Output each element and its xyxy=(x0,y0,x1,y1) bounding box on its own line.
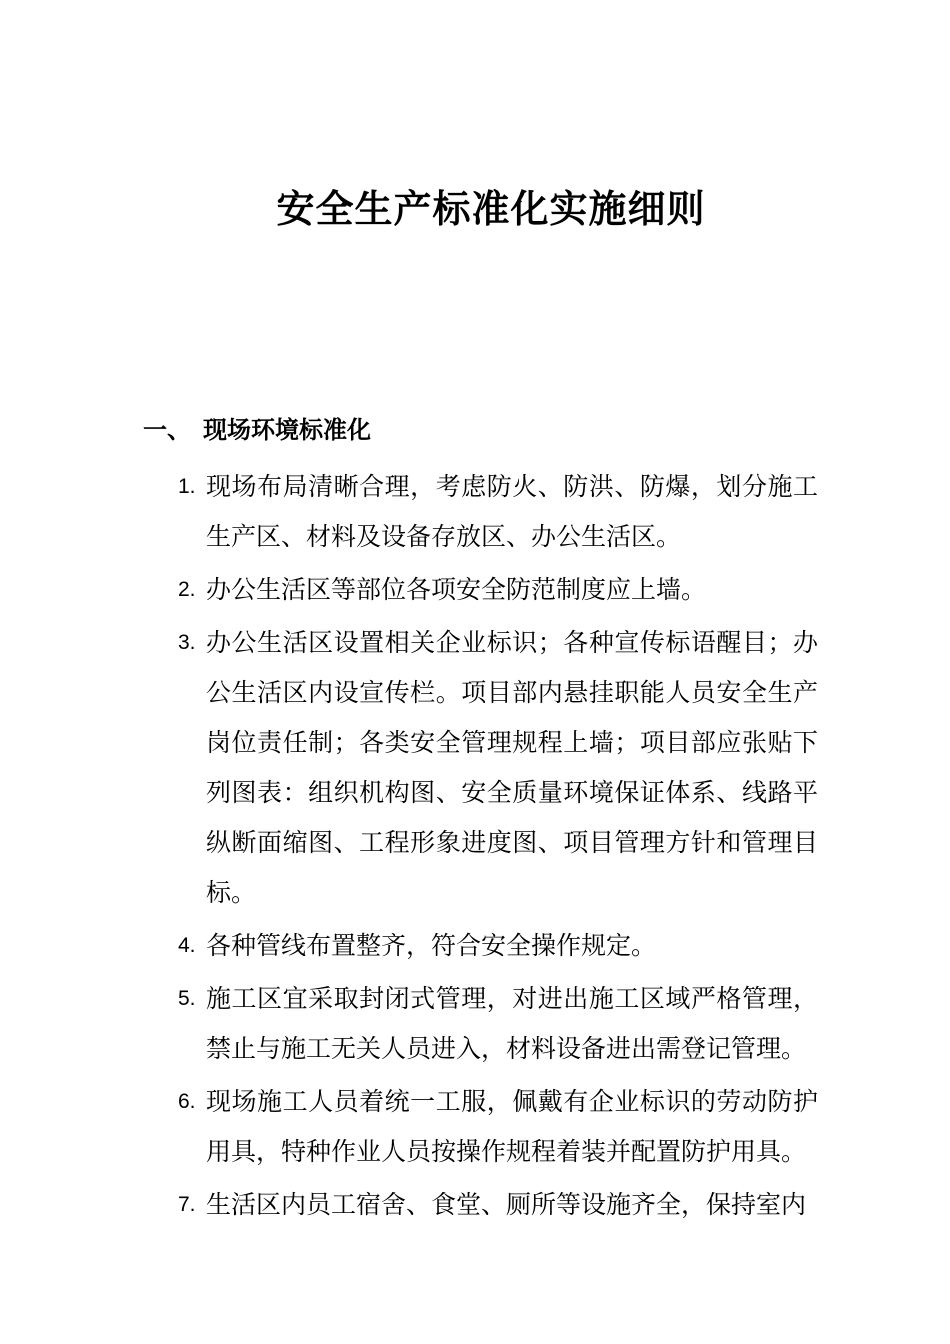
list-item-number: 1. xyxy=(178,475,196,498)
list-item-text: 现场布局清晰合理，考虑防火、防洪、防爆，划分施工生产区、材料及设备存放区、办公生活区。 xyxy=(206,472,818,551)
list-item-text: 现场施工人员着统一工服，佩戴有企业标识的劳动防护用具，特种作业人员按操作规程着装并配置防护用具。 xyxy=(206,1087,818,1166)
list-item xyxy=(178,565,818,615)
list-item-text: 生活区内员工宿舍、食堂、厕所等设施齐全，保持室内 xyxy=(206,1190,807,1219)
list-item-text: 施工区宜采取封闭式管理，对进出施工区域严格管理，禁止与施工无关人员进入，材料设备进出需登记管理。 xyxy=(206,984,818,1063)
list-item xyxy=(178,974,818,1074)
list-item-number: 5. xyxy=(178,987,196,1010)
list-item-text: 办公生活区设置相关企业标识；各种宣传标语醒目；办公生活区内设宣传栏。项目部内悬挂职能人员安全生产岗位责任制；各类安全管理规程上墙；项目部应张贴下列图表：组织机构图、安全质量环境保证体系、线路平纵断面缩图、工程形象进度图、项目管理方针和管理目标。 xyxy=(206,628,818,907)
list-item-number: 2. xyxy=(178,578,196,601)
list-item-text: 办公生活区等部位各项安全防范制度应上墙。 xyxy=(206,575,707,604)
list-item-number: 7. xyxy=(178,1193,196,1216)
list-item xyxy=(178,1077,818,1177)
section-heading xyxy=(143,410,371,445)
section-number: 一、 xyxy=(143,416,191,444)
list-item xyxy=(178,462,818,562)
list-item-number: 4. xyxy=(178,934,196,957)
section-title: 现场环境标准化 xyxy=(203,416,371,444)
list-item-text: 各种管线布置整齐，符合安全操作规定。 xyxy=(206,931,657,960)
document-title: 安全生产标准化实施细则 xyxy=(276,187,706,231)
list-item xyxy=(178,921,818,971)
list-item xyxy=(178,618,818,918)
list-item-number: 3. xyxy=(178,631,196,654)
list-item xyxy=(178,1180,818,1230)
rule-list xyxy=(178,462,818,1233)
list-item-number: 6. xyxy=(178,1090,196,1113)
